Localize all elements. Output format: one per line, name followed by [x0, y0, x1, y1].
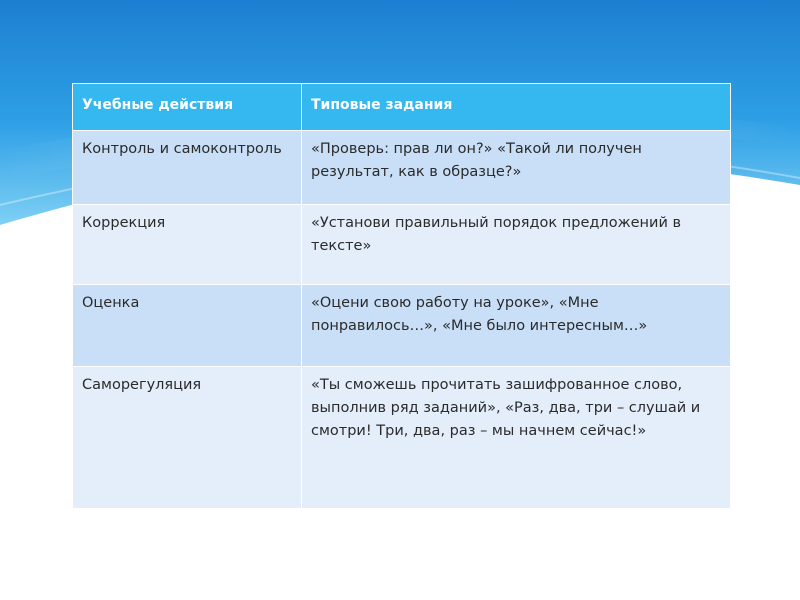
row-task-cell: «Проверь: прав ли он?» «Такой ли получен результат, как в образце?»	[302, 131, 731, 205]
row-task-cell: «Оцени свою работу на уроке», «Мне понравилось…», «Мне было интересным…»	[302, 284, 731, 367]
table-row	[73, 131, 731, 205]
row-action-cell: Коррекция	[73, 205, 302, 284]
row-task-cell: «Ты сможешь прочитать зашифрованное слово, выполнив ряд заданий», «Раз, два, три – слушай и смотри! Три, два, раз – мы начнем сейчас!»	[302, 367, 731, 509]
header-typical-tasks: Типовые задания	[302, 84, 731, 131]
tasks-table-container	[72, 83, 730, 509]
table-row	[73, 367, 731, 509]
tasks-table	[72, 83, 731, 509]
row-task-cell: «Установи правильный порядок предложений в тексте»	[302, 205, 731, 284]
row-action-cell: Оценка	[73, 284, 302, 367]
header-learning-actions: Учебные действия	[73, 84, 302, 131]
row-action-cell: Контроль и самоконтроль	[73, 131, 302, 205]
table-header-row	[73, 84, 731, 131]
table-row	[73, 205, 731, 284]
row-action-cell: Саморегуляция	[73, 367, 302, 509]
table-row	[73, 284, 731, 367]
